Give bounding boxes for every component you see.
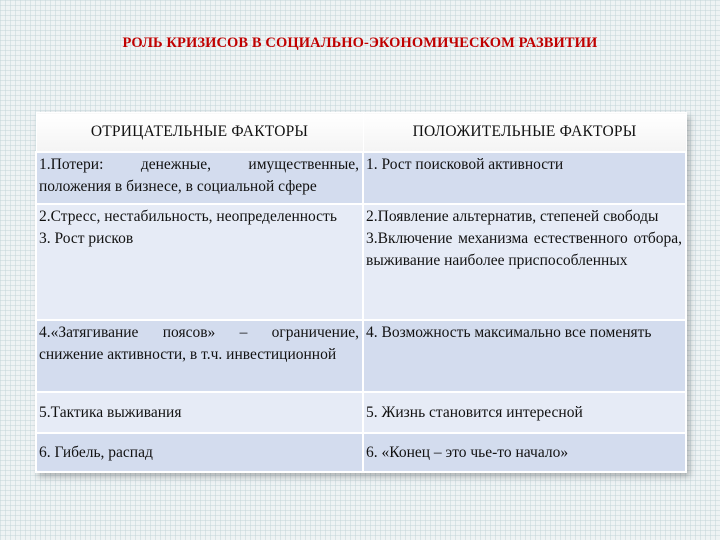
negative-factor-text: 4.«Затягивание поясов» – ограничение, снижение активности, в т.ч. инвестиционной xyxy=(39,324,359,363)
positive-factor-text: 6. «Конец – это чье-то начало» xyxy=(366,444,569,461)
positive-factor-text: 2.Появление альтернатив, степеней свободы xyxy=(366,208,659,225)
positive-factor-cell xyxy=(363,433,686,472)
positive-factor-text: 1. Рост поисковой активности xyxy=(366,156,564,173)
negative-factor-cell xyxy=(36,152,363,204)
table-row xyxy=(36,433,686,472)
table-row xyxy=(36,320,686,392)
positive-factor-cell xyxy=(363,320,686,392)
factors-table xyxy=(35,112,687,473)
negative-factor-text: 3. Рост рисков xyxy=(39,230,134,247)
positive-factor-cell xyxy=(363,204,686,320)
table-row xyxy=(36,204,686,320)
negative-factor-text: 5.Тактика выживания xyxy=(39,404,182,421)
positive-factor-text: 4. Возможность максимально все поменять xyxy=(366,324,652,341)
negative-factor-cell xyxy=(36,433,363,472)
positive-factors-header: ПОЛОЖИТЕЛЬНЫЕ ФАКТОРЫ xyxy=(363,113,686,153)
negative-factor-text: 1.Потери: денежные, имущественные, положения в бизнесе, в социальной сфере xyxy=(39,156,359,195)
table-row xyxy=(36,152,686,204)
negative-factor-cell xyxy=(36,320,363,392)
positive-factor-text: 3.Включение механизма естественного отбора, выживание наиболее приспособленных xyxy=(366,230,682,269)
positive-factor-cell xyxy=(363,152,686,204)
positive-factor-text: 5. Жизнь становится интересной xyxy=(366,404,583,421)
positive-factor-cell xyxy=(363,392,686,433)
negative-factor-text: 2.Стресс, нестабильность, неопределенность xyxy=(39,208,337,225)
header-row xyxy=(36,113,686,153)
slide-title: РОЛЬ КРИЗИСОВ В СОЦИАЛЬНО-ЭКОНОМИЧЕСКОМ РАЗВИТИИ xyxy=(122,35,598,51)
negative-factor-text: 6. Гибель, распад xyxy=(39,444,153,461)
negative-factor-cell xyxy=(36,392,363,433)
negative-factors-header: ОТРИЦАТЕЛЬНЫЕ ФАКТОРЫ xyxy=(36,113,363,153)
table-row xyxy=(36,392,686,433)
negative-factor-cell xyxy=(36,204,363,320)
